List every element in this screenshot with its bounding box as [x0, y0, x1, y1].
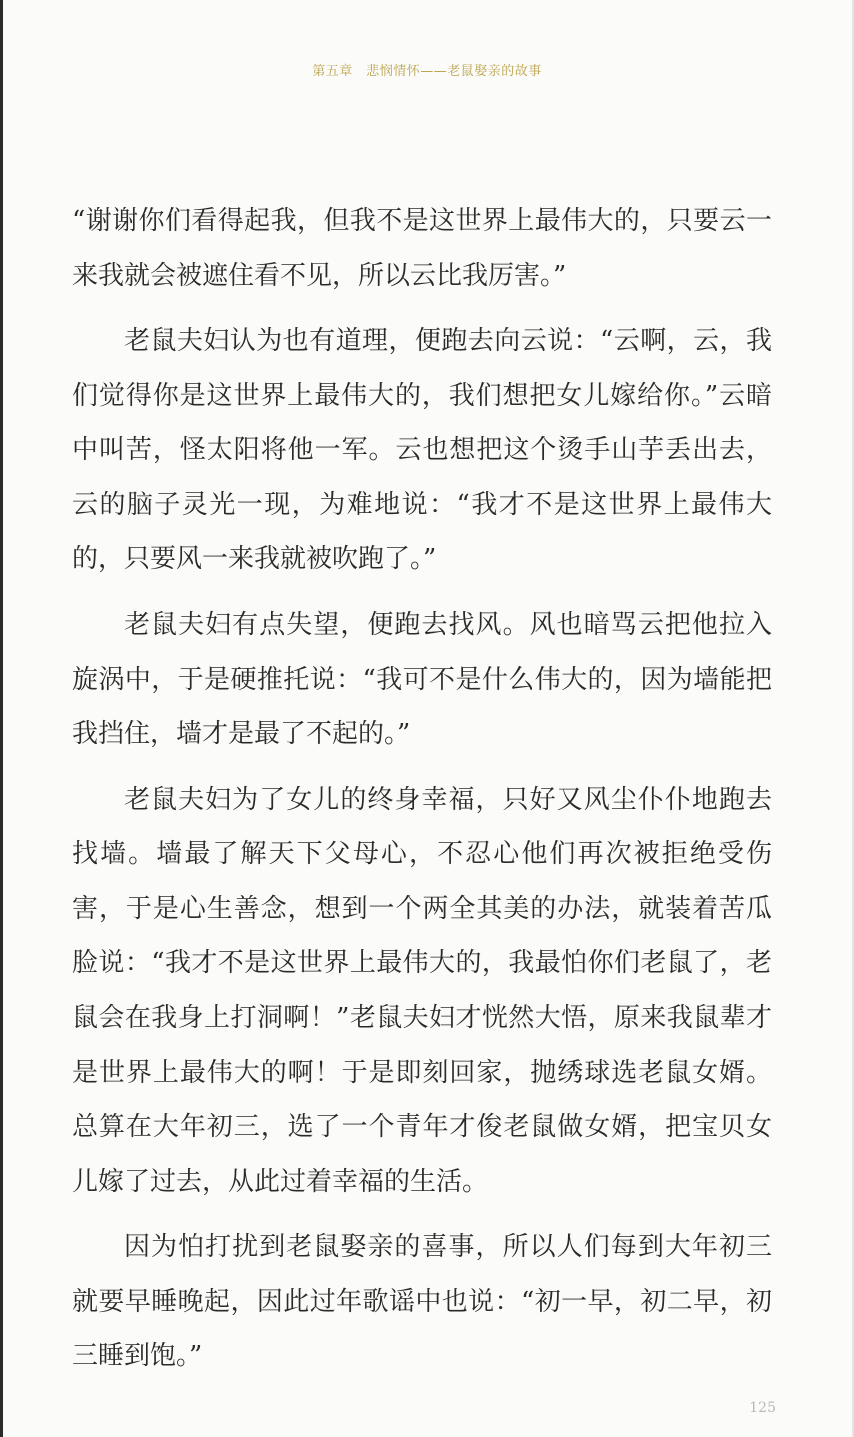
- paragraph-1: “谢谢你们看得起我，但我不是这世界上最伟大的，只要云一来我就会被遮住看不见，所以云比我厉害。”: [72, 206, 772, 291]
- paragraph-5: 因为怕打扰到老鼠娶亲的喜事，所以人们每到大年初三就要早睡晚起，因此过年歌谣中也说：“初一早，初二早，初三睡到饱。”: [72, 1232, 772, 1372]
- paragraph-4: 老鼠夫妇为了女儿的终身幸福，只好又风尘仆仆地跑去找墙。墙最了解天下父母心，不忍心他们再次被拒绝受伤害，于是心生善念，想到一个两全其美的办法，就装着苦瓜脸说：“我才不是这世界上最伟大的，我最怕你们老鼠了，老鼠会在我身上打洞啊！”老鼠夫妇才恍然大悟，原来我鼠辈才是世界上最伟大的啊！于是即刻回家，抛绣球选老鼠女婿。总算在大年初三，选了一个青年才俊老鼠做女婿，把宝贝女儿嫁了过去，从此过着幸福的生活。: [72, 784, 772, 1197]
- paragraph-3: 老鼠夫妇有点失望，便跑去找风。风也暗骂云把他拉入旋涡中，于是硬推托说：“我可不是什么伟大的，因为墙能把我挡住，墙才是最了不起的。”: [72, 609, 772, 750]
- running-head: 第五章 悲悯情怀——老鼠娶亲的故事: [312, 64, 542, 79]
- paragraph-2: 老鼠夫妇认为也有道理，便跑去向云说：“云啊，云，我们觉得你是这世界上最伟大的，我们想把女儿嫁给你。”云暗中叫苦，怪太阳将他一军。云也想把这个烫手山芋丢出去，云的脑子灵光一现，为难地说：“我才不是这世界上最伟大的，只要风一来我就被吹跑了。”: [72, 326, 772, 575]
- page-number: 125: [749, 1400, 776, 1416]
- page-left-edge: [0, 0, 3, 1437]
- body-text: [72, 194, 772, 1395]
